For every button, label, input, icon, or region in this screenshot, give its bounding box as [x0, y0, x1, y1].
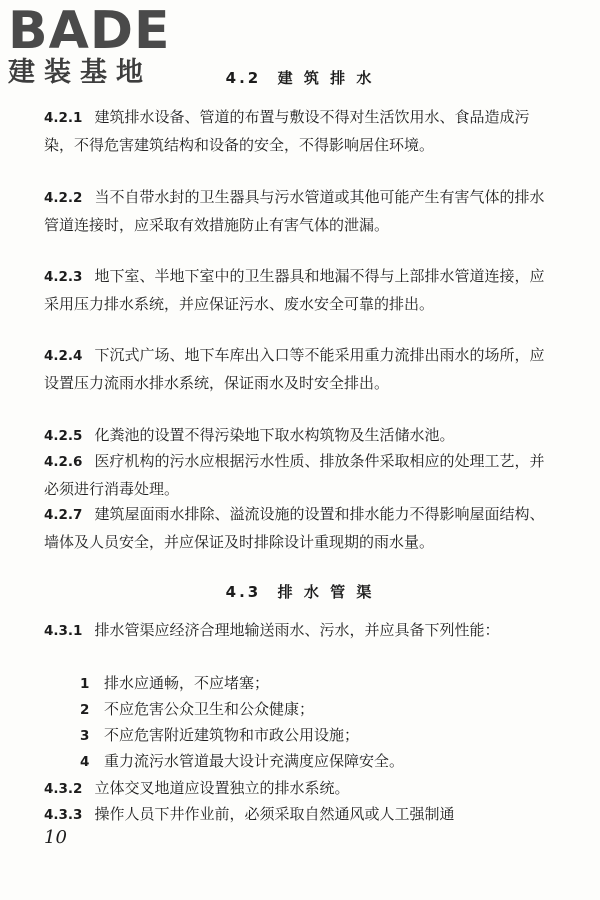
clause-number: 4.3.2 [44, 781, 83, 797]
list-item-text: 排水应通畅，不应堵塞； [104, 674, 270, 692]
list-item-number: 1 [80, 676, 90, 692]
clause-text: 地下室、半地下室中的卫生器具和地漏不得与上部排水管道连接，应采用压力排水系统，并应保证污水、废水安全可靠的排出。 [44, 267, 545, 313]
clause-4-3-1 [44, 617, 554, 645]
clause-4-2-1 [44, 104, 554, 158]
list-item-number: 4 [80, 754, 90, 770]
list-item-1 [80, 670, 550, 698]
clause-4-2-5 [44, 422, 554, 450]
clause-number: 4.2.5 [44, 428, 83, 444]
logo-brand: BADE [8, 1, 171, 61]
list-item-text: 重力流污水管道最大设计充满度应保障安全。 [104, 752, 405, 770]
clause-text: 当不自带水封的卫生器具与污水管道或其他可能产生有害气体的排水管道连接时，应采取有效措施防止有害气体的泄漏。 [44, 188, 545, 234]
clause-number: 4.3.3 [44, 807, 83, 823]
clause-4-2-6 [44, 448, 554, 502]
list-item-number: 3 [80, 728, 90, 744]
clause-number: 4.2.2 [44, 190, 83, 206]
clause-4-2-2 [44, 184, 554, 238]
clause-text: 立体交叉地道应设置独立的排水系统。 [94, 779, 350, 797]
clause-number: 4.2.7 [44, 507, 83, 523]
clause-text: 化粪池的设置不得污染地下取水构筑物及生活储水池。 [94, 426, 455, 444]
list-item-text: 不应危害公众卫生和公众健康； [104, 700, 315, 718]
clause-text: 建筑屋面雨水排除、溢流设施的设置和排水能力不得影响屋面结构、墙体及人员安全，并应保证及时排除设计重现期的雨水量。 [44, 505, 545, 551]
list-item-3 [80, 722, 550, 750]
page-number: 10 [44, 827, 67, 848]
clause-4-3-3 [44, 801, 554, 829]
list-item-2 [80, 696, 550, 724]
section-4-2-title: 4.2 建 筑 排 水 [225, 69, 375, 87]
clause-number: 4.2.4 [44, 348, 83, 364]
clause-text: 医疗机构的污水应根据污水性质、排放条件采取相应的处理工艺，并必须进行消毒处理。 [44, 452, 545, 498]
clause-4-2-3 [44, 263, 554, 317]
list-item-number: 2 [80, 702, 90, 718]
clause-4-2-7 [44, 501, 554, 555]
clause-text: 操作人员下井作业前，必须采取自然通风或人工强制通 [94, 805, 455, 823]
clause-4-2-4 [44, 342, 554, 396]
clause-text: 下沉式广场、地下车库出入口等不能采用重力流排出雨水的场所，应设置压力流雨水排水系统，保证雨水及时安全排出。 [44, 346, 545, 392]
clause-number: 4.3.1 [44, 623, 83, 639]
clause-number: 4.2.6 [44, 454, 83, 470]
list-item-text: 不应危害附近建筑物和市政公用设施； [104, 726, 360, 744]
clause-text: 建筑排水设备、管道的布置与敷设不得对生活饮用水、食品造成污染，不得危害建筑结构和设备的安全，不得影响居住环境。 [44, 108, 530, 154]
section-4-3-title: 4.3 排 水 管 渠 [225, 583, 375, 601]
clause-number: 4.2.1 [44, 110, 83, 126]
clause-number: 4.2.3 [44, 269, 83, 285]
clause-4-3-2 [44, 775, 554, 803]
list-item-4 [80, 748, 550, 776]
logo-subtitle: 建装基地 [8, 57, 152, 88]
clause-text: 排水管渠应经济合理地输送雨水、污水，并应具备下列性能： [94, 621, 500, 639]
